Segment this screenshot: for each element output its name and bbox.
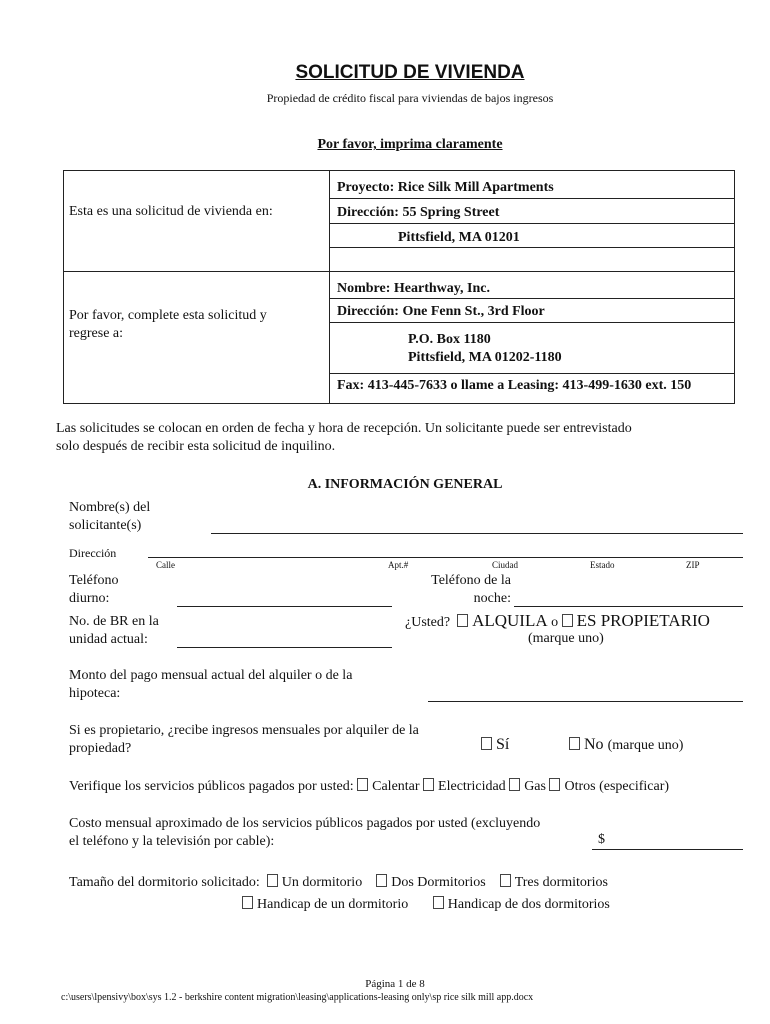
print-note: Por favor, imprima claramente — [317, 137, 503, 152]
ciudad-proyecto: Pittsfield, MA 01201 — [398, 230, 520, 245]
estado-caption: Estado — [590, 560, 615, 570]
servicios-label: Verifique los servicios públicos pagados por usted: — [69, 779, 354, 794]
nombre-empresa: Nombre: Hearthway, Inc. — [337, 281, 490, 296]
row-line — [329, 322, 734, 323]
proyecto: Proyecto: Rice Silk Mill Apartments — [337, 180, 554, 195]
prop-label-2: propiedad? — [69, 741, 132, 756]
tamano-row — [69, 874, 608, 892]
nombres-field[interactable] — [211, 533, 743, 534]
intro-line-1: Las solicitudes se colocan en orden de fecha y hora de recepción. Un solicitante puede ser entrevistado — [56, 421, 632, 436]
costo-label — [69, 815, 540, 851]
row-line — [329, 298, 734, 299]
intro-paragraph — [56, 420, 756, 456]
propietario-checkbox[interactable] — [562, 614, 573, 627]
direccion-label: Dirección — [69, 546, 117, 560]
row-line — [329, 247, 734, 248]
hc-un-checkbox[interactable] — [242, 896, 253, 909]
un-dorm-label: Un dormitorio — [281, 875, 363, 890]
direccion-proyecto: Dirección: 55 Spring Street — [337, 205, 500, 220]
un-dorm-checkbox[interactable] — [267, 874, 278, 887]
tel-dia-label — [69, 572, 119, 608]
apt-caption: Apt.# — [388, 560, 409, 570]
direccion-field[interactable] — [148, 557, 743, 558]
hc-dos-label: Handicap de dos dormitorios — [447, 897, 610, 912]
gas-label: Gas — [524, 779, 546, 794]
ciudad-caption: Ciudad — [492, 560, 518, 570]
usted-label: ¿Usted? — [405, 615, 451, 630]
row-line — [329, 223, 734, 224]
br-label-1: No. de BR en la — [69, 614, 159, 629]
calentar-checkbox[interactable] — [357, 778, 368, 791]
file-path: c:\users\lpensivy\box\sys 1.2 - berkshire content migration\leasing\applications-leasing only\sp rice silk mill app.docx — [61, 992, 534, 1003]
direccion-empresa: Dirección: One Fenn St., 3rd Floor — [337, 304, 545, 319]
dollar-sign: $ — [598, 832, 605, 847]
zip-caption: ZIP — [686, 560, 700, 570]
tel-dia-label-2: diurno: — [69, 591, 110, 606]
no-option — [569, 736, 683, 754]
tel-dia-label-1: Teléfono — [69, 573, 119, 588]
br-label-2: unidad actual: — [69, 632, 148, 647]
dos-dorm-label: Dos Dormitorios — [391, 875, 486, 890]
info-box-divider — [329, 170, 330, 403]
dos-dorm-checkbox[interactable] — [376, 874, 387, 887]
ciudad-empresa: Pittsfield, MA 01202-1180 — [408, 350, 562, 365]
electricidad-checkbox[interactable] — [423, 778, 434, 791]
hc-dos-checkbox[interactable] — [433, 896, 444, 909]
propietario-ingresos-label — [69, 722, 419, 758]
tel-noche-field[interactable] — [514, 606, 743, 607]
br-field[interactable] — [177, 647, 392, 648]
otros-label: Otros (especificar) — [564, 779, 670, 794]
otros-checkbox[interactable] — [549, 778, 560, 791]
costo-field[interactable] — [592, 849, 743, 850]
calentar-label: Calentar — [372, 779, 420, 794]
section-a-title: A. INFORMACIÓN GENERAL — [307, 477, 503, 492]
alquila-label: ALQUILA — [472, 611, 548, 630]
calle-caption: Calle — [156, 560, 175, 570]
nombres-label-1: Nombre(s) del — [69, 500, 151, 515]
nombres-label — [69, 499, 150, 535]
monto-field[interactable] — [428, 701, 743, 702]
fax-phone: Fax: 413-445-7633 o llame a Leasing: 413-499-1630 ext. 150 — [337, 378, 692, 393]
si-label: Sí — [496, 736, 510, 753]
intro-line-2: solo después de recibir esta solicitud de inquilino. — [56, 439, 336, 454]
tres-dorm-label: Tres dormitorios — [514, 875, 608, 890]
po-box: P.O. Box 1180 — [408, 332, 491, 347]
marque-uno-2: (marque uno) — [607, 738, 684, 753]
si-checkbox[interactable] — [481, 737, 492, 750]
tel-noche-label-2: noche: — [473, 591, 511, 606]
servicios-row — [69, 778, 669, 796]
hc-un-label: Handicap de un dormitorio — [257, 897, 409, 912]
info-left-2b: regrese a: — [69, 326, 124, 341]
info-left-2a: Por favor, complete esta solicitud y — [69, 308, 267, 323]
page-subtitle: Propiedad de crédito fiscal para viviendas de bajos ingresos — [266, 91, 554, 105]
monto-label-1: Monto del pago mensual actual del alquiler o de la — [69, 668, 353, 683]
handicap-row — [242, 896, 610, 914]
page-title: SOLICITUD DE VIVIENDA — [295, 62, 525, 83]
section-line — [63, 271, 734, 272]
monto-label-2: hipoteca: — [69, 686, 121, 701]
nombres-label-2: solicitante(s) — [69, 518, 142, 533]
row-line — [329, 198, 734, 199]
tel-dia-field[interactable] — [177, 606, 392, 607]
tel-noche-label — [424, 572, 511, 608]
tres-dorm-checkbox[interactable] — [500, 874, 511, 887]
prop-label-1: Si es propietario, ¿recibe ingresos mensuales por alquiler de la — [69, 723, 419, 738]
alquila-checkbox[interactable] — [457, 614, 468, 627]
costo-label-2: el teléfono y la televisión por cable): — [69, 834, 275, 849]
electricidad-label: Electricidad — [438, 779, 506, 794]
tamano-label: Tamaño del dormitorio solicitado: — [69, 875, 260, 890]
monto-label — [69, 667, 352, 703]
row-line — [329, 373, 734, 374]
no-label: No — [584, 736, 604, 753]
tel-noche-label-1: Teléfono de la — [431, 573, 511, 588]
gas-checkbox[interactable] — [509, 778, 520, 791]
page-number: Página 1 de 8 — [365, 978, 425, 990]
alquila-row — [405, 611, 710, 631]
no-checkbox[interactable] — [569, 737, 580, 750]
propietario-label: ES PROPIETARIO — [576, 611, 710, 630]
costo-label-1: Costo mensual aproximado de los servicios públicos pagados por usted (excluyendo — [69, 816, 541, 831]
o-label: o — [551, 615, 559, 630]
info-left-1: Esta es una solicitud de vivienda en: — [69, 204, 273, 219]
marque-uno-1: (marque uno) — [528, 631, 604, 646]
si-option — [481, 736, 509, 754]
br-label — [69, 613, 159, 649]
